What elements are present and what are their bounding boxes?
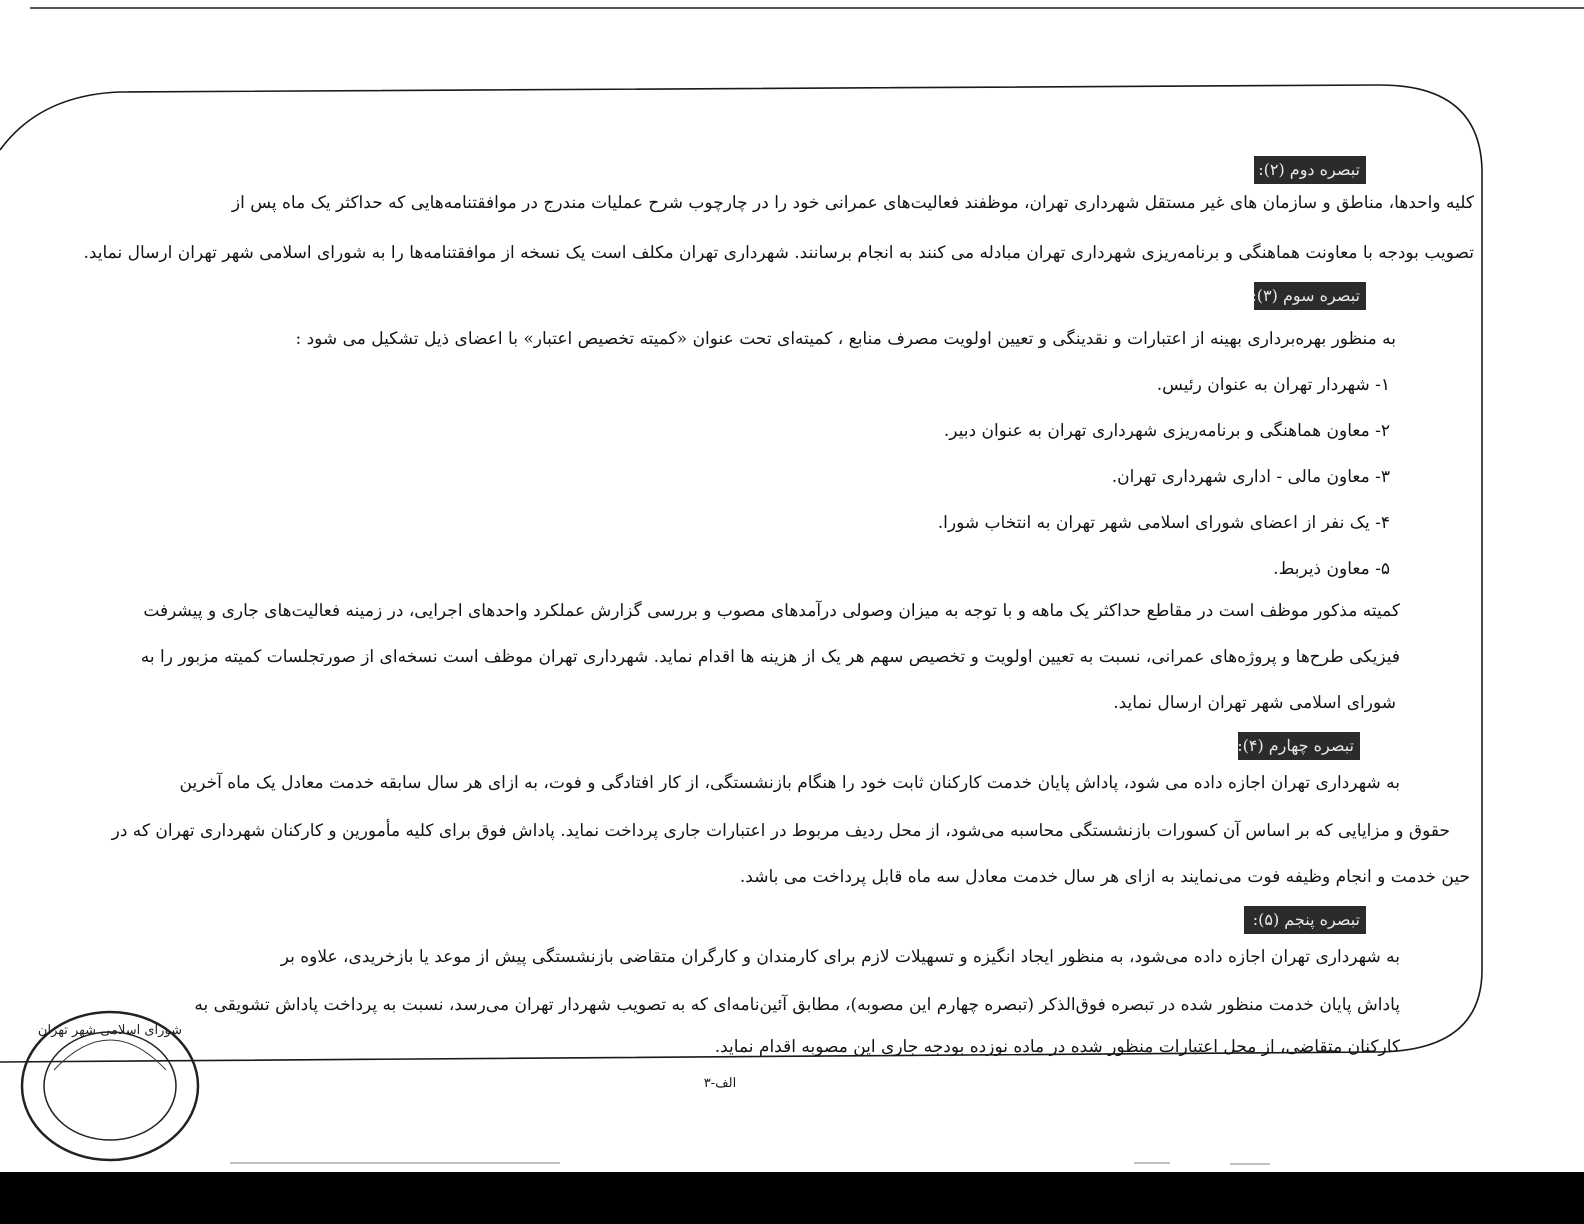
page-number: الف-۳	[703, 1076, 737, 1091]
note-3-item-1: ۱- شهردار تهران به عنوان رئیس.	[1156, 375, 1390, 395]
note-2-heading: تبصره دوم (۲):	[1254, 156, 1366, 184]
note-2-line-1: کلیه واحدها، مناطق و سازمان های غیر مستقل شهرداری تهران، موظفند فعالیت‌های عمرانی خود را در چارچوب شرح عملیات مندرج در موافقتنامه‌هایی که حداکثر یک ماه پس از	[231, 193, 1474, 213]
note-5-heading: تبصره پنجم (۵):	[1244, 906, 1366, 934]
seal-stamp	[10, 1000, 210, 1170]
note-4-line-3: حین خدمت و انجام وظیفه فوت می‌نمایند به ازای هر سال خدمت معادل سه ماه قابل پرداخت می باشد.	[739, 867, 1470, 887]
note-3-line-9: شورای اسلامی شهر تهران ارسال نماید.	[1113, 693, 1396, 713]
note-4-line-1: به شهرداری تهران اجازه داده می شود، پاداش پایان خدمت کارکنان ثابت خود را هنگام بازنشستگی، از کار افتادگی و فوت، به ازای هر سال سابقه خدمت معادل یک ماه آخرین	[179, 773, 1400, 793]
note-3-item-2: ۲- معاون هماهنگی و برنامه‌ریزی شهرداری تهران به عنوان دبیر.	[943, 421, 1390, 441]
note-4-heading: تبصره چهارم (۴):	[1238, 732, 1360, 760]
note-4-line-2: حقوق و مزایایی که بر اساس آن کسورات بازنشستگی محاسبه می‌شود، از محل ردیف مربوط در اعتبارات جاری پرداخت نماید. پاداش فوق برای کلیه مأمورین و کارکنان شهرداری تهران که در	[111, 821, 1450, 841]
note-3-item-4: ۴- یک نفر از اعضای شورای اسلامی شهر تهران به انتخاب شورا.	[937, 513, 1390, 533]
note-3-intro: به منظور بهره‌برداری بهینه از اعتبارات و نقدینگی و تعیین اولویت مصرف منابع ، کمیته‌ای تحت عنوان «کمیته تخصیص اعتبار» با اعضای ذیل تشکیل می شود :	[295, 329, 1396, 349]
note-5-line-2: پاداش پایان خدمت منظور شده در تبصره فوق‌الذکر (تبصره چهارم این مصوبه)، مطابق آئین‌نامه‌ای که به تصویب شهردار تهران می‌رسد، نسبت به پرداخت پاداش تشویقی به	[194, 995, 1400, 1015]
scan-artifact-2	[1134, 1162, 1170, 1164]
note-3-heading: تبصره سوم (۳):	[1254, 282, 1366, 310]
scan-bottom-bar	[0, 1172, 1584, 1224]
note-3-line-8: فیزیکی طرح‌ها و پروژه‌های عمرانی، نسبت به تعیین اولویت و تخصیص سهم هر یک از هزینه ها اقدام نماید. شهرداری تهران موظف است نسخه‌ای از صورتجلسات کمیته مزبور را به	[140, 647, 1400, 667]
seal-text: شورای اسلامی شهر تهران	[37, 1023, 183, 1038]
scan-artifact-3	[1230, 1163, 1270, 1165]
note-3-line-7: کمیته مذکور موظف است در مقاطع حداکثر یک ماهه و با توجه به میزان وصولی درآمدهای مصوب و بررسی گزارش عملکرد واحدهای اجرایی، در زمینه فعالیت‌های جاری و پیشرفت	[143, 601, 1400, 621]
note-3-item-5: ۵- معاون ذیربط.	[1273, 559, 1390, 579]
note-2-line-2: تصویب بودجه با معاونت هماهنگی و برنامه‌ریزی شهرداری تهران مبادله می کنند به انجام برسانند. شهرداری تهران مکلف است یک نسخه از موافقتنامه‌ها را به شورای اسلامی شهر تهران ارسال نماید.	[83, 243, 1474, 263]
note-5-line-1: به شهرداری تهران اجازه داده می‌شود، به منظور ایجاد انگیزه و تسهیلات لازم برای کارمندان و کارگران متقاضی بازنشستگی پیش از موعد یا بازخریدی، علاوه بر	[280, 947, 1400, 967]
note-5-line-3: کارکنان متقاضی، از محل اعتبارات منظور شده در ماده نوزده بودجه جاری این مصوبه اقدام نماید.	[714, 1037, 1400, 1057]
scan-artifact-1	[230, 1162, 560, 1164]
note-3-item-3: ۳- معاون مالی - اداری شهرداری تهران.	[1111, 467, 1390, 487]
